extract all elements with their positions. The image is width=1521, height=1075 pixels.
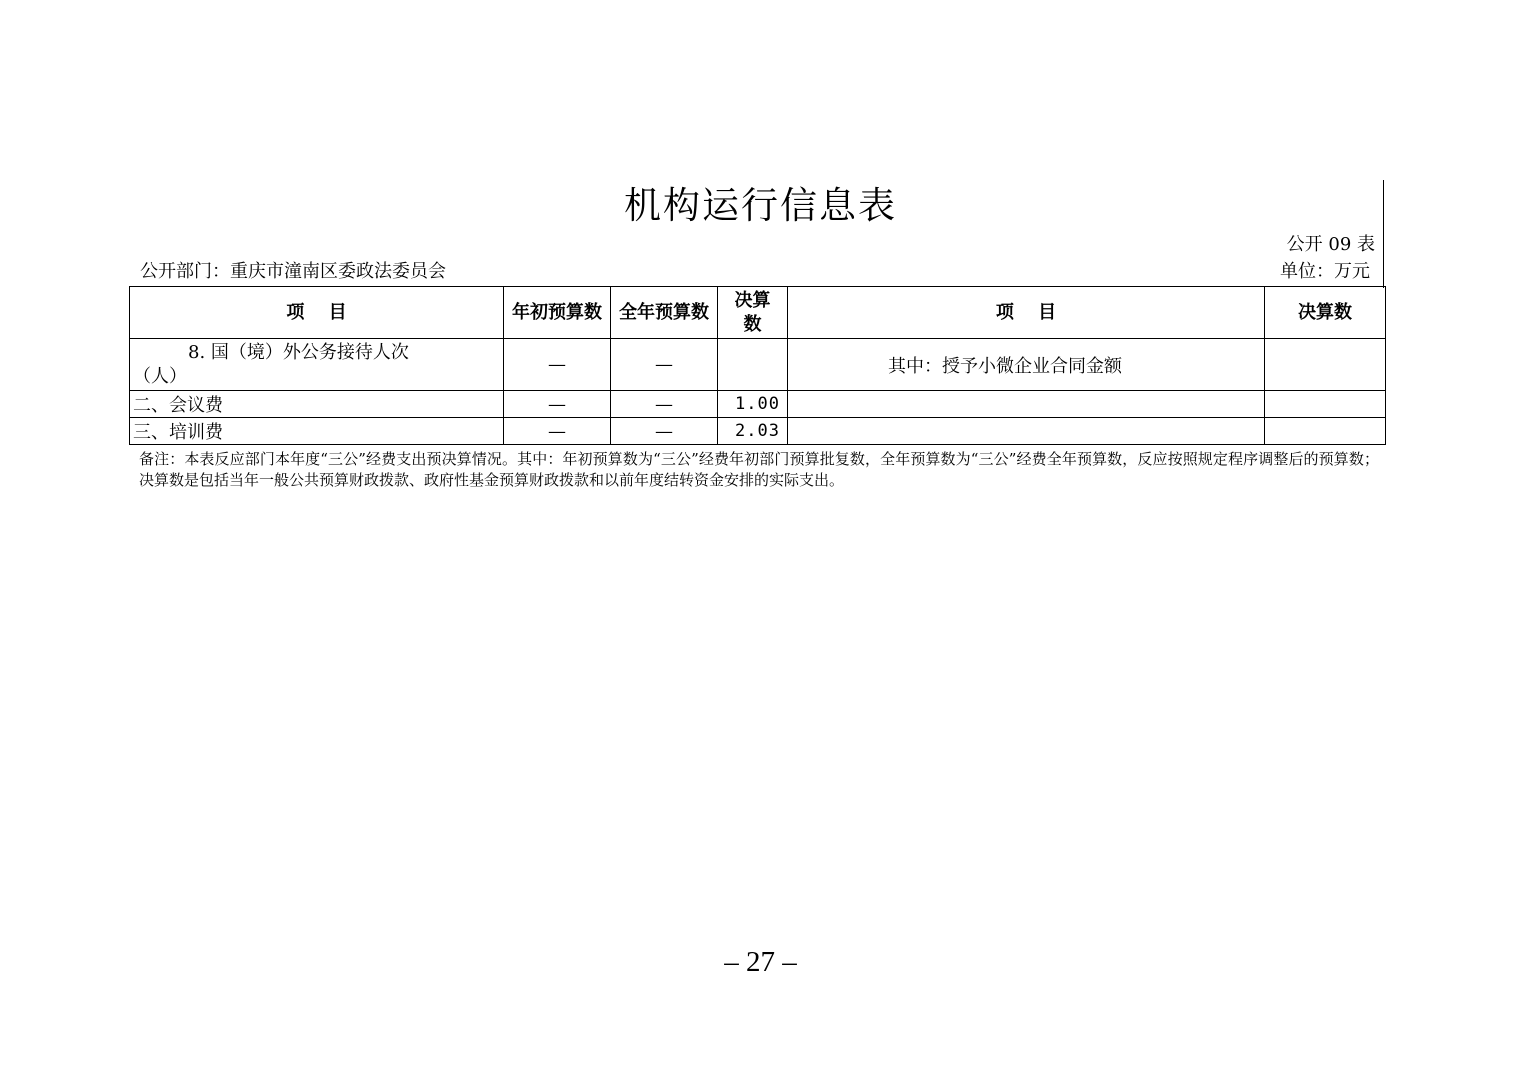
row-initial-budget: — — [504, 339, 611, 391]
row-right-item: 其中：授予小微企业合同金额 — [788, 339, 1265, 391]
unit-label: 单位：万元 — [1280, 261, 1370, 282]
department-label: 公开部门：重庆市潼南区委政法委员会 — [140, 261, 446, 282]
page-number: – 27 – — [724, 946, 797, 978]
row-right-value — [1265, 418, 1386, 445]
row-right-value — [1265, 391, 1386, 418]
row-final-account — [718, 339, 788, 391]
row-annual-budget: — — [611, 391, 718, 418]
header-item-right: 项 目 — [788, 287, 1265, 339]
header-initial-budget: 年初预算数 — [504, 287, 611, 339]
row-annual-budget: — — [611, 339, 718, 391]
table-number: 公开 09 表 — [1286, 234, 1375, 255]
header-annual-budget: 全年预算数 — [611, 287, 718, 339]
table-row — [130, 418, 1386, 445]
row-right-item — [788, 391, 1265, 418]
header-final-account-right: 决算数 — [1265, 287, 1386, 339]
table-row — [130, 391, 1386, 418]
row-final-account: 2.03 — [718, 418, 788, 445]
page-title: 机构运行信息表 — [624, 184, 897, 227]
header-final-account: 决算数 — [718, 287, 788, 339]
row-item-line2: （人） — [133, 365, 187, 387]
row-right-value — [1265, 339, 1386, 391]
table-header-row — [130, 287, 1386, 339]
row-item — [130, 339, 504, 391]
row-final-account: 1.00 — [718, 391, 788, 418]
row-initial-budget: — — [504, 391, 611, 418]
row-annual-budget: — — [611, 418, 718, 445]
row-item: 二、会议费 — [130, 391, 504, 418]
row-right-item — [788, 418, 1265, 445]
row-item-line1: 8. 国（境）外公务接待人次 — [188, 341, 409, 363]
footnote: 备注：本表反应部门本年度“三公”经费支出预决算情况。其中：年初预算数为“三公”经费年初部门预算批复数，全年预算数为“三公”经费全年预算数，反应按照规定程序调整后的预算数；决算数是包括当年一般公共预算财政拨款、政府性基金预算财政拨款和以前年度结转资金安排的实际支出。 — [139, 450, 1379, 489]
header-item-left: 项 目 — [130, 287, 504, 339]
table-row — [130, 339, 1386, 391]
row-initial-budget: — — [504, 418, 611, 445]
row-item: 三、培训费 — [130, 418, 504, 445]
info-table — [129, 286, 1386, 445]
